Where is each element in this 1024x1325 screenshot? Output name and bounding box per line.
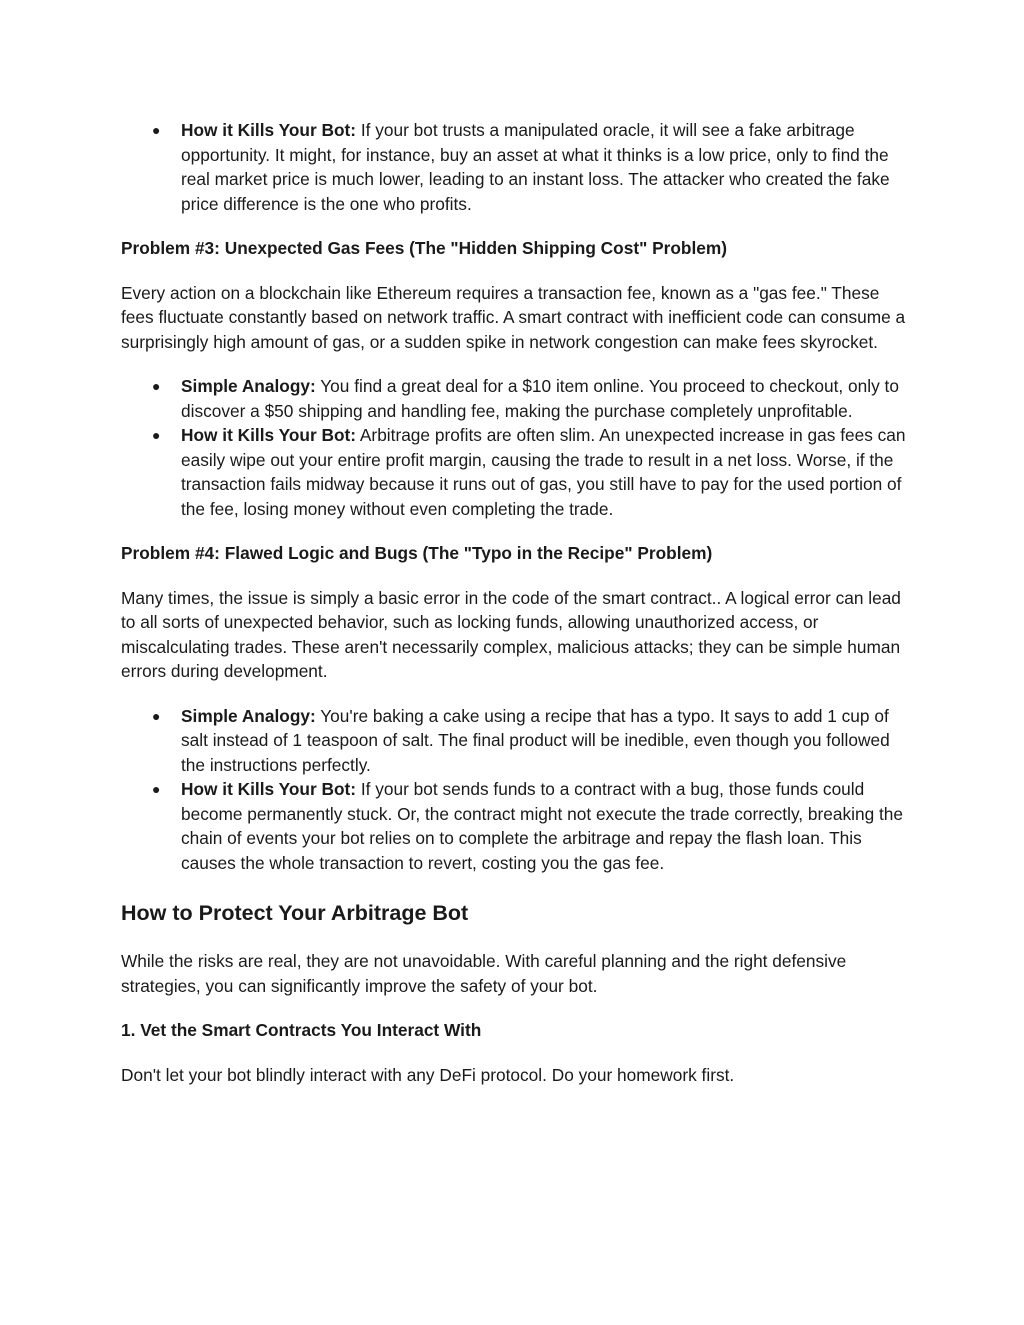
bullet-lead: How it Kills Your Bot: [181,120,357,140]
list-item [152,118,911,216]
list-item [152,704,911,778]
bullet-icon: ● [152,378,161,394]
bullet-text: You're baking a cake using a recipe that has a typo. It says to add 1 cup of salt instead of 1 teaspoon of salt. The final product will be inedible, even though you followed the instructions perfectly. [181,705,890,775]
oracle-bullet-list [121,118,911,216]
bullet-text: You find a great deal for a $10 item online. You proceed to checkout, only to discover a $50 shipping and handling fee, making the purchase completely unprofitable. [181,376,899,421]
bullet-icon: ● [152,707,161,724]
bullet-lead: Simple Analogy: [181,705,316,726]
bullet-icon: ● [152,427,161,443]
bullet-text: Arbitrage profits are often slim. An unexpected increase in gas fees can easily wipe out your entire profit margin, causing the trade to result in a net loss. Worse, if the transaction fails midway because it runs out of gas, you still have to pay for the used portion of the fee, losing money without even completing the trade. [181,425,906,519]
problem3-paragraph: Every action on a blockchain like Ethereum requires a transaction fee, known as a "gas fee." These fees fluctuate constantly based on network traffic. A smart contract with inefficient code can consume a surprisingly high amount of gas, or a sudden spike in network congestion can make fees skyrocket. [121,282,906,352]
problem4-paragraph: Many times, the issue is simply a basic error in the code of the smart contract.. A logical error can lead to all sorts of unexpected behavior, such as locking funds, allowing unauthorized access, or miscalculating trades. These aren't necessarily complex, malicious attacks; they can be simple human errors during development. [121,587,901,681]
bullet-lead: Simple Analogy: [181,376,316,396]
list-item [152,423,911,521]
protect-paragraph: While the risks are real, they are not unavoidable. With careful planning and the right defensive strategies, you can significantly improve the safety of your bot. [121,951,847,996]
list-item [152,374,911,423]
bullet-text: If your bot sends funds to a contract with a bug, those funds could become permanently stuck. Or, the contract might not execute the trade correctly, breaking the chain of events your bot relies on to complete the arbitrage and repay the flash loan. This causes the whole transaction to revert, costing you the gas fee. [181,779,904,873]
document-page [121,118,911,1087]
step1-heading: 1. Vet the Smart Contracts You Interact With [121,1020,482,1040]
problem3-heading: Problem #3: Unexpected Gas Fees (The "Hidden Shipping Cost" Problem) [121,238,727,258]
bullet-lead: How it Kills Your Bot: [181,779,357,799]
problem4-bullet-list [121,704,911,876]
bullet-lead: How it Kills Your Bot: [181,425,357,445]
bullet-icon: ● [152,122,161,138]
problem3-bullet-list [121,374,911,521]
protect-section-heading: How to Protect Your Arbitrage Bot [121,901,469,925]
step1-paragraph: Don't let your bot blindly interact with any DeFi protocol. Do your homework first. [121,1064,735,1085]
problem4-heading: Problem #4: Flawed Logic and Bugs (The "Typo in the Recipe" Problem) [121,543,713,563]
list-item [152,777,911,875]
bullet-icon: ● [152,781,161,797]
bullet-text: If your bot trusts a manipulated oracle, it will see a fake arbitrage opportunity. It might, for instance, buy an asset at what it thinks is a low price, only to find the real market price is much lower, leading to an instant loss. The attacker who created the fake price difference is the one who profits. [181,120,890,214]
